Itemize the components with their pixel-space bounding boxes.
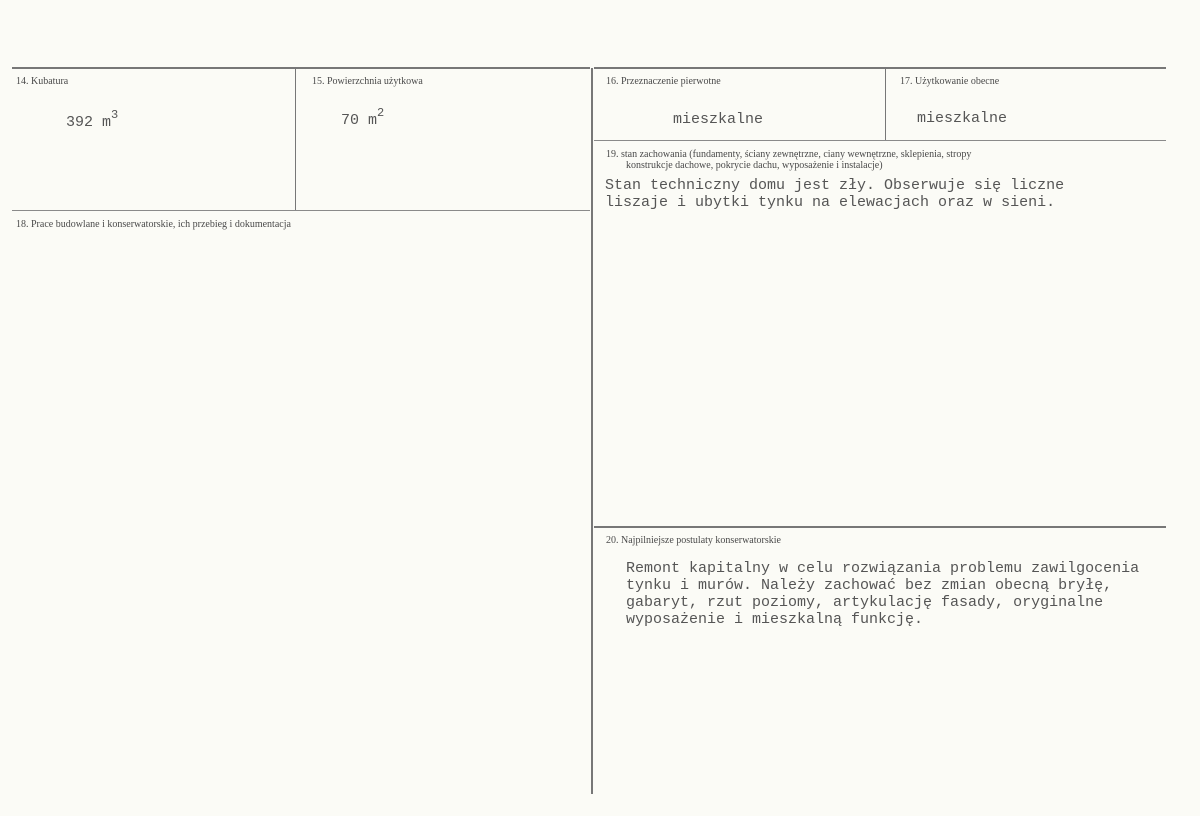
field-19-text-line2: liszaje i ubytki tynku na elewacjach oraz w sieni. <box>605 194 1056 211</box>
field-20-text-line2: tynku i murów. Należy zachować bez zmian obecną bryłę, <box>626 577 1113 594</box>
field-14-value <box>66 108 119 132</box>
field-14-number: 392 m <box>66 114 112 131</box>
field-17-label: 17. Użytkowanie obecne <box>900 76 1000 87</box>
top-rule <box>12 67 590 69</box>
field-15-exponent: 2 <box>377 106 385 120</box>
field-20-label: 20. Najpilniejsze postulaty konserwatorskie <box>606 535 781 546</box>
col-divider-14-15 <box>295 68 296 210</box>
field-15-number: 70 m <box>341 112 378 129</box>
row1-divider-left <box>12 210 590 211</box>
field-19-text-line1: Stan techniczny domu jest zły. Obserwuje się liczne <box>605 177 1065 194</box>
field-14-label: 14. Kubatura <box>16 76 69 87</box>
field-20-text-line3: gabaryt, rzut poziomy, artykulację fasady, oryginalne <box>626 594 1104 611</box>
section20-rule <box>594 526 1166 528</box>
field-15-label: 15. Powierzchnia użytkowa <box>312 76 423 87</box>
field-16-label: 16. Przeznaczenie pierwotne <box>606 76 721 87</box>
field-18-label: 18. Prace budowlane i konserwatorskie, ich przebieg i dokumentacja <box>16 219 291 230</box>
col-divider-16-17 <box>885 68 886 140</box>
row1-divider-right <box>594 140 1166 141</box>
field-16-value: mieszkalne <box>673 111 764 128</box>
main-column-divider <box>591 68 593 794</box>
field-19-label-line2: konstrukcje dachowe, pokrycie dachu, wyposażenie i instalacje) <box>626 160 883 171</box>
field-20-text-line4: wyposażenie i mieszkalną funkcję. <box>626 611 924 628</box>
field-14-exponent: 3 <box>111 108 119 122</box>
top-rule-right <box>594 67 1166 69</box>
field-19-label-line1: 19. stan zachowania (fundamenty, ściany zewnętrzne, ciany wewnętrzne, sklepienia, stropy <box>606 149 972 160</box>
field-15-value <box>341 106 385 130</box>
field-17-value: mieszkalne <box>917 110 1008 127</box>
field-20-text-line1: Remont kapitalny w celu rozwiązania problemu zawilgocenia <box>626 560 1140 577</box>
